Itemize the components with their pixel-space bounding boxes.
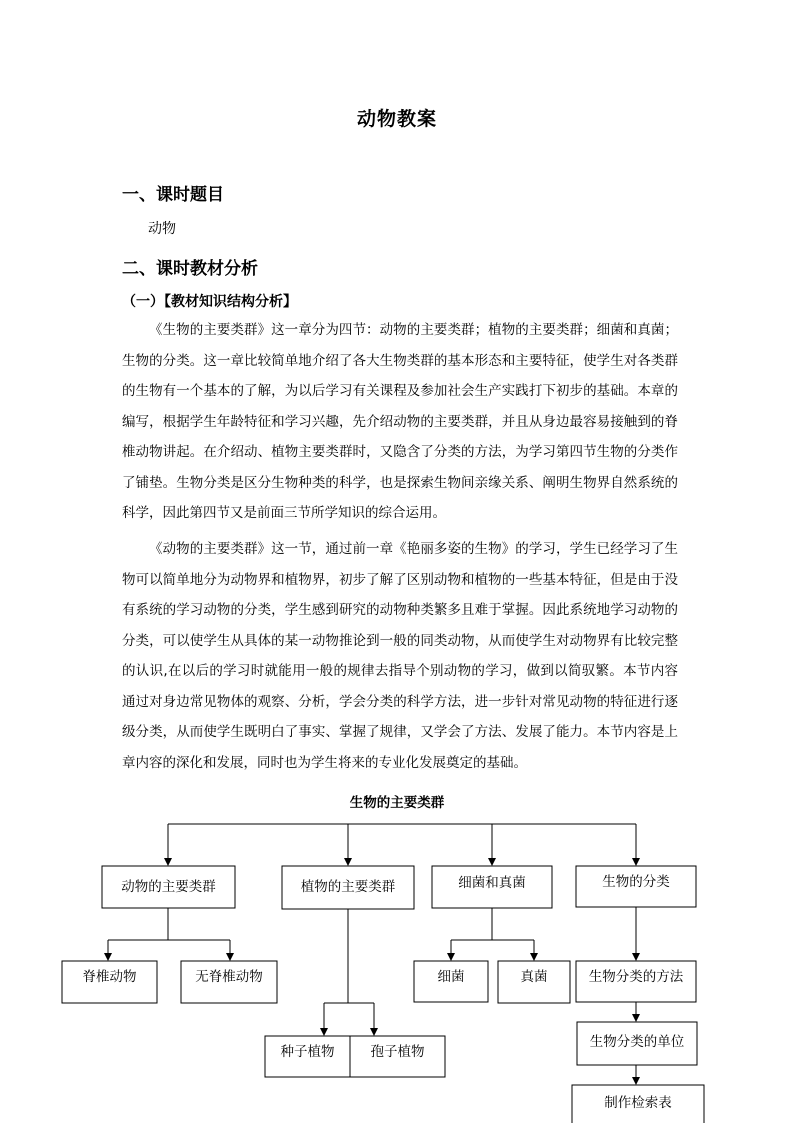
- node-classification-label: 生物的分类: [602, 874, 670, 890]
- node-seed-plants-label: 种子植物: [280, 1044, 335, 1060]
- subsection-heading: （一）【教材知识结构分析】: [122, 294, 297, 310]
- section1-body: 动物: [148, 221, 176, 237]
- node-seed-plants: [265, 1036, 350, 1077]
- node-classification-unit: [577, 1022, 697, 1065]
- node-make-key-label: 制作检索表: [604, 1095, 672, 1111]
- section1-heading: 一、课时题目: [122, 185, 224, 205]
- node-vertebrates: [62, 961, 157, 1003]
- section2-heading: 二、课时教材分析: [122, 259, 258, 279]
- node-bacteria-label: 细菌: [437, 969, 465, 985]
- node-classification-unit-label: 生物分类的单位: [589, 1034, 685, 1050]
- node-invertebrates-label: 无脊椎动物: [195, 969, 263, 985]
- node-invertebrates: [181, 961, 277, 1003]
- node-plant-groups-label: 植物的主要类群: [300, 879, 396, 895]
- node-fungi-label: 真菌: [520, 969, 548, 985]
- node-classification: [576, 866, 696, 907]
- animal-connectors: [104, 908, 234, 961]
- document-title: 动物教案: [356, 108, 437, 130]
- paragraph-1: 《生物的主要类群》这一章分为四节：动物的主要类群；植物的主要类群；细菌和真菌；生物的分类。这一章比较简单地介绍了各大生物类群的基本形态和主要特征，使学生对各类群的生物有一个基本的了解，为以后学习有关课程及参加社会生产实践打下初步的基础。本章的编写，根据学生年龄特征和学习兴趣，先介绍动物的主要类群，并且从身边最容易接触到的脊椎动物讲起。在介绍动、植物主要类群时，又隐含了分类的方法，为学习第四节生物的分类作了铺垫。生物分类是区分生物种类的科学，也是探索生物间亲缘关系、阐明生物界自然系统的科学，因此第四节又是前面三节所学知识的综合运用。: [122, 322, 678, 521]
- node-bacteria: [414, 961, 488, 1002]
- node-vertebrates-label: 脊椎动物: [82, 969, 137, 985]
- paragraph-2: 《动物的主要类群》这一节，通过前一章《艳丽多姿的生物》的学习，学生已经学习了生物可以简单地分为动物界和植物界，初步了解了区别动物和植物的一些基本特征，但是由于没有系统的学习动物的分类，学生感到研究的动物种类繁多且难于掌握。因此系统地学习动物的分类，可以使学生从具体的某一动物推论到一般的同类动物，从而使学生对动物界有比较完整的认识,在以后的学习时就能用一般的规律去指导个别动物的学习，做到以简驭繁。本节内容通过对身边常见物体的观察、分析，学会分类的科学方法，进一步针对常见动物的特征进行逐级分类，从而使学生既明白了事实、掌握了规律，又学会了方法、发展了能力。本节内容是上章内容的深化和发展，同时也为学生将来的专业化发展奠定的基础。: [122, 541, 678, 771]
- node-classification-method: [576, 961, 696, 1002]
- node-spore-plants-label: 孢子植物: [370, 1044, 425, 1060]
- node-spore-plants: [350, 1036, 445, 1077]
- bacteria-connectors: [447, 908, 538, 961]
- top-connectors: [164, 824, 640, 866]
- node-animal-groups: [102, 866, 235, 908]
- node-bacteria-fungi: [432, 866, 552, 908]
- node-bacteria-fungi-label: 细菌和真菌: [458, 875, 526, 891]
- plant-connectors: [320, 909, 378, 1036]
- node-classification-method-label: 生物分类的方法: [588, 969, 684, 985]
- node-fungi: [498, 961, 570, 1003]
- diagram-title: 生物的主要类群: [349, 795, 445, 811]
- node-animal-groups-label: 动物的主要类群: [121, 879, 216, 895]
- node-make-key: [572, 1085, 704, 1123]
- node-plant-groups: [282, 866, 414, 909]
